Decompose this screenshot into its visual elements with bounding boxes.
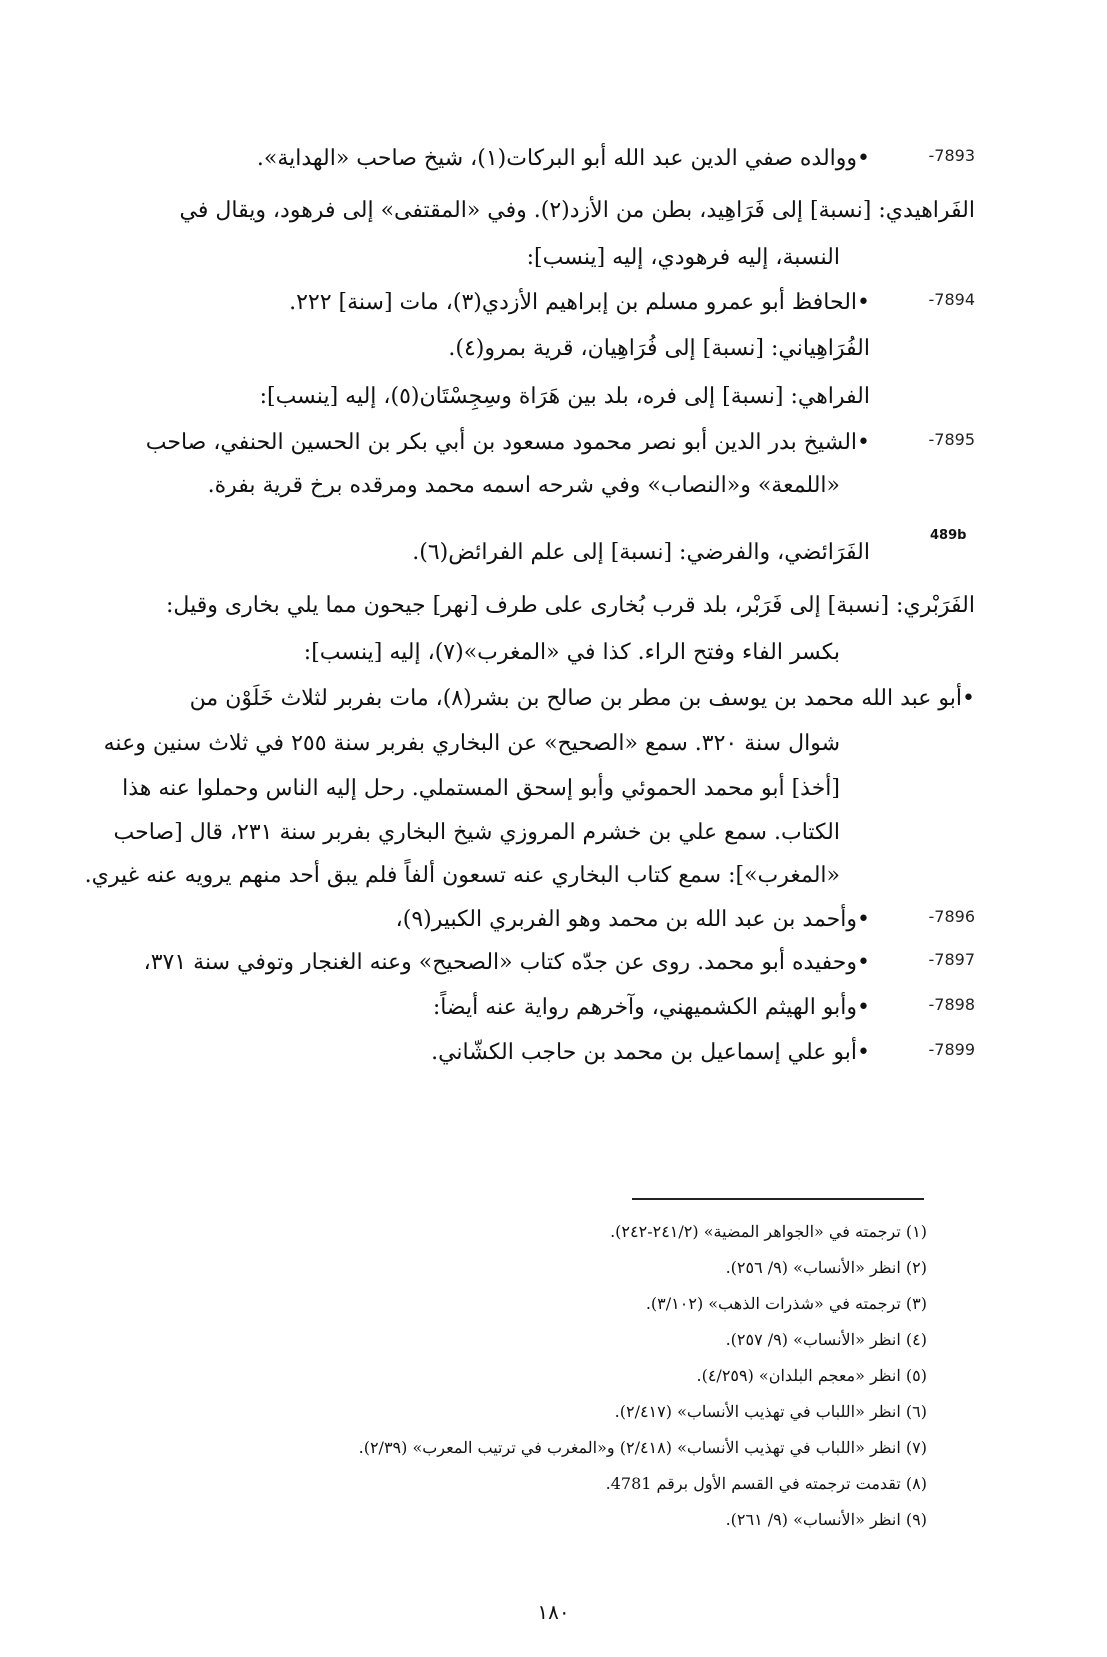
entry-number: -7894 (928, 290, 975, 309)
heading-text: الفَراهيدي: [نسبة] إلى فَرَاهِيد، بطن من الأزد(٢). وفي «المقتفى» إلى فرهود، ويقال في (179, 198, 975, 223)
continuation-text: «المغرب»]: سمع كتاب البخاري عنه تسعون ألفاً فلم يبق أحد منهم يرويه عنه غيري. (84, 863, 840, 888)
continuation-line (100, 630, 975, 676)
continuation-text: الكتاب. سمع علي بن خشرم المروزي شيخ البخاري بفربر سنة ٢٣١، قال [صاحب (113, 820, 840, 845)
continuation-line (100, 463, 975, 509)
entry-text: •ووالده صفي الدين عبد الله أبو البركات(١)، شيخ صاحب «الهداية». (256, 146, 870, 171)
entry-text: •أبو علي إسماعيل بن محمد بن حاجب الكشّاني. (431, 1040, 870, 1065)
footnote: (٣) ترجمته في «شذرات الذهب» (٣/١٠٢). (645, 1294, 927, 1313)
page-number: ١٨٠ (537, 1600, 570, 1624)
entry-number: -7899 (928, 1040, 975, 1059)
continuation-text: شوال سنة ٣٢٠. سمع «الصحيح» عن البخاري بفربر سنة ٢٥٥ في ثلاث سنين وعنه (103, 731, 840, 756)
continuation-line (84, 853, 975, 899)
entry-line (100, 985, 975, 1031)
footnote: (٢) انظر «الأنساب» (٩/ ٢٥٦). (725, 1258, 927, 1277)
heading-text: الفُرَاهِياني: [نسبة] إلى فُرَاهِيان، قرية بمرو(٤). (448, 336, 870, 361)
entry-line (100, 940, 975, 986)
entry-line (100, 420, 975, 466)
entry-number: -7897 (928, 950, 975, 969)
continuation-text: النسبة، إليه فرهودي، إليه [ينسب]: (526, 245, 840, 270)
heading-line (100, 374, 975, 420)
heading-line (100, 326, 975, 372)
continuation-text: «اللمعة» و«النصاب» وفي شرحه اسمه محمد ومرقده برخ قرية بفرة. (207, 473, 840, 498)
footnote: (٩) انظر «الأنساب» (٩/ ٢٦١). (725, 1510, 927, 1529)
continuation-line (100, 766, 975, 812)
entry-text: •الشيخ بدر الدين أبو نصر محمود مسعود بن أبي بكر بن الحسين الحنفي، صاحب (145, 430, 870, 455)
heading-text: الفراهي: [نسبة] إلى فره، بلد بين هَرَاة وسِجِسْتَان(٥)، إليه [ينسب]: (259, 384, 870, 409)
entry-number: -7893 (928, 146, 975, 165)
entry-text: •وأبو الهيثم الكشميهني، وآخرهم رواية عنه أيضاً: (432, 995, 870, 1020)
entry-number: -7895 (928, 430, 975, 449)
heading-line (100, 583, 975, 629)
heading-text: •أبو عبد الله محمد بن يوسف بن مطر بن صالح بن بشر(٨)، مات بفربر لثلاث خَلَوْن من (189, 686, 975, 711)
entry-text: •الحافظ أبو عمرو مسلم بن إبراهيم الأزدي(٣)، مات [سنة] ٢٢٢. (289, 290, 870, 315)
entry-number: -7898 (928, 995, 975, 1014)
entry-number: -7896 (928, 907, 975, 926)
heading-line (100, 530, 975, 576)
entry-text: •وحفيده أبو محمد. روى عن جدّه كتاب «الصحيح» وعنه الغنجار وتوفي سنة ٣٧١، (143, 950, 870, 975)
footnote: (٧) انظر «اللباب في تهذيب الأنساب» (٢/٤١٨) و«المغرب في ترتيب المعرب» (٢/٣٩). (358, 1438, 927, 1457)
heading-line (100, 188, 975, 234)
entry-line (100, 280, 975, 326)
footnote: (٦) انظر «اللباب في تهذيب الأنساب» (٢/٤١٧). (614, 1402, 927, 1421)
footnote: (١) ترجمته في «الجواهر المضية» (٢٤١/٢-٢٤٢). (610, 1222, 927, 1241)
continuation-line (100, 721, 975, 767)
continuation-line (100, 810, 975, 856)
footnote: (٤) انظر «الأنساب» (٩/ ٢٥٧). (725, 1330, 927, 1349)
heading-line (100, 676, 975, 722)
heading-text: الفَرَائضي، والفرضي: [نسبة] إلى علم الفرائض(٦). (412, 540, 870, 565)
entry-line (100, 1030, 975, 1076)
margin-folio-note: 489b (930, 528, 967, 543)
footnote-separator (632, 1198, 924, 1200)
footnote: (٨) تقدمت ترجمته في القسم الأول برقم 4781. (605, 1474, 927, 1493)
entry-line (100, 897, 975, 943)
entry-text: •وأحمد بن عبد الله بن محمد وهو الفربري الكبير(٩)، (395, 907, 870, 932)
continuation-text: [أخذ] أبو محمد الحموئي وأبو إسحق المستملي. رحل إليه الناس وحملوا عنه هذا (122, 776, 840, 801)
continuation-line (100, 235, 975, 281)
heading-text: الفَرَبْري: [نسبة] إلى فَرَبْر، بلد قرب بُخارى على طرف [نهر] جيحون مما يلي بخارى وقيل: (166, 593, 975, 618)
continuation-text: بكسر الفاء وفتح الراء. كذا في «المغرب»(٧)، إليه [ينسب]: (303, 640, 840, 665)
entry-line (100, 136, 975, 182)
footnote: (٥) انظر «معجم البلدان» (٤/٢٥٩). (696, 1366, 927, 1385)
